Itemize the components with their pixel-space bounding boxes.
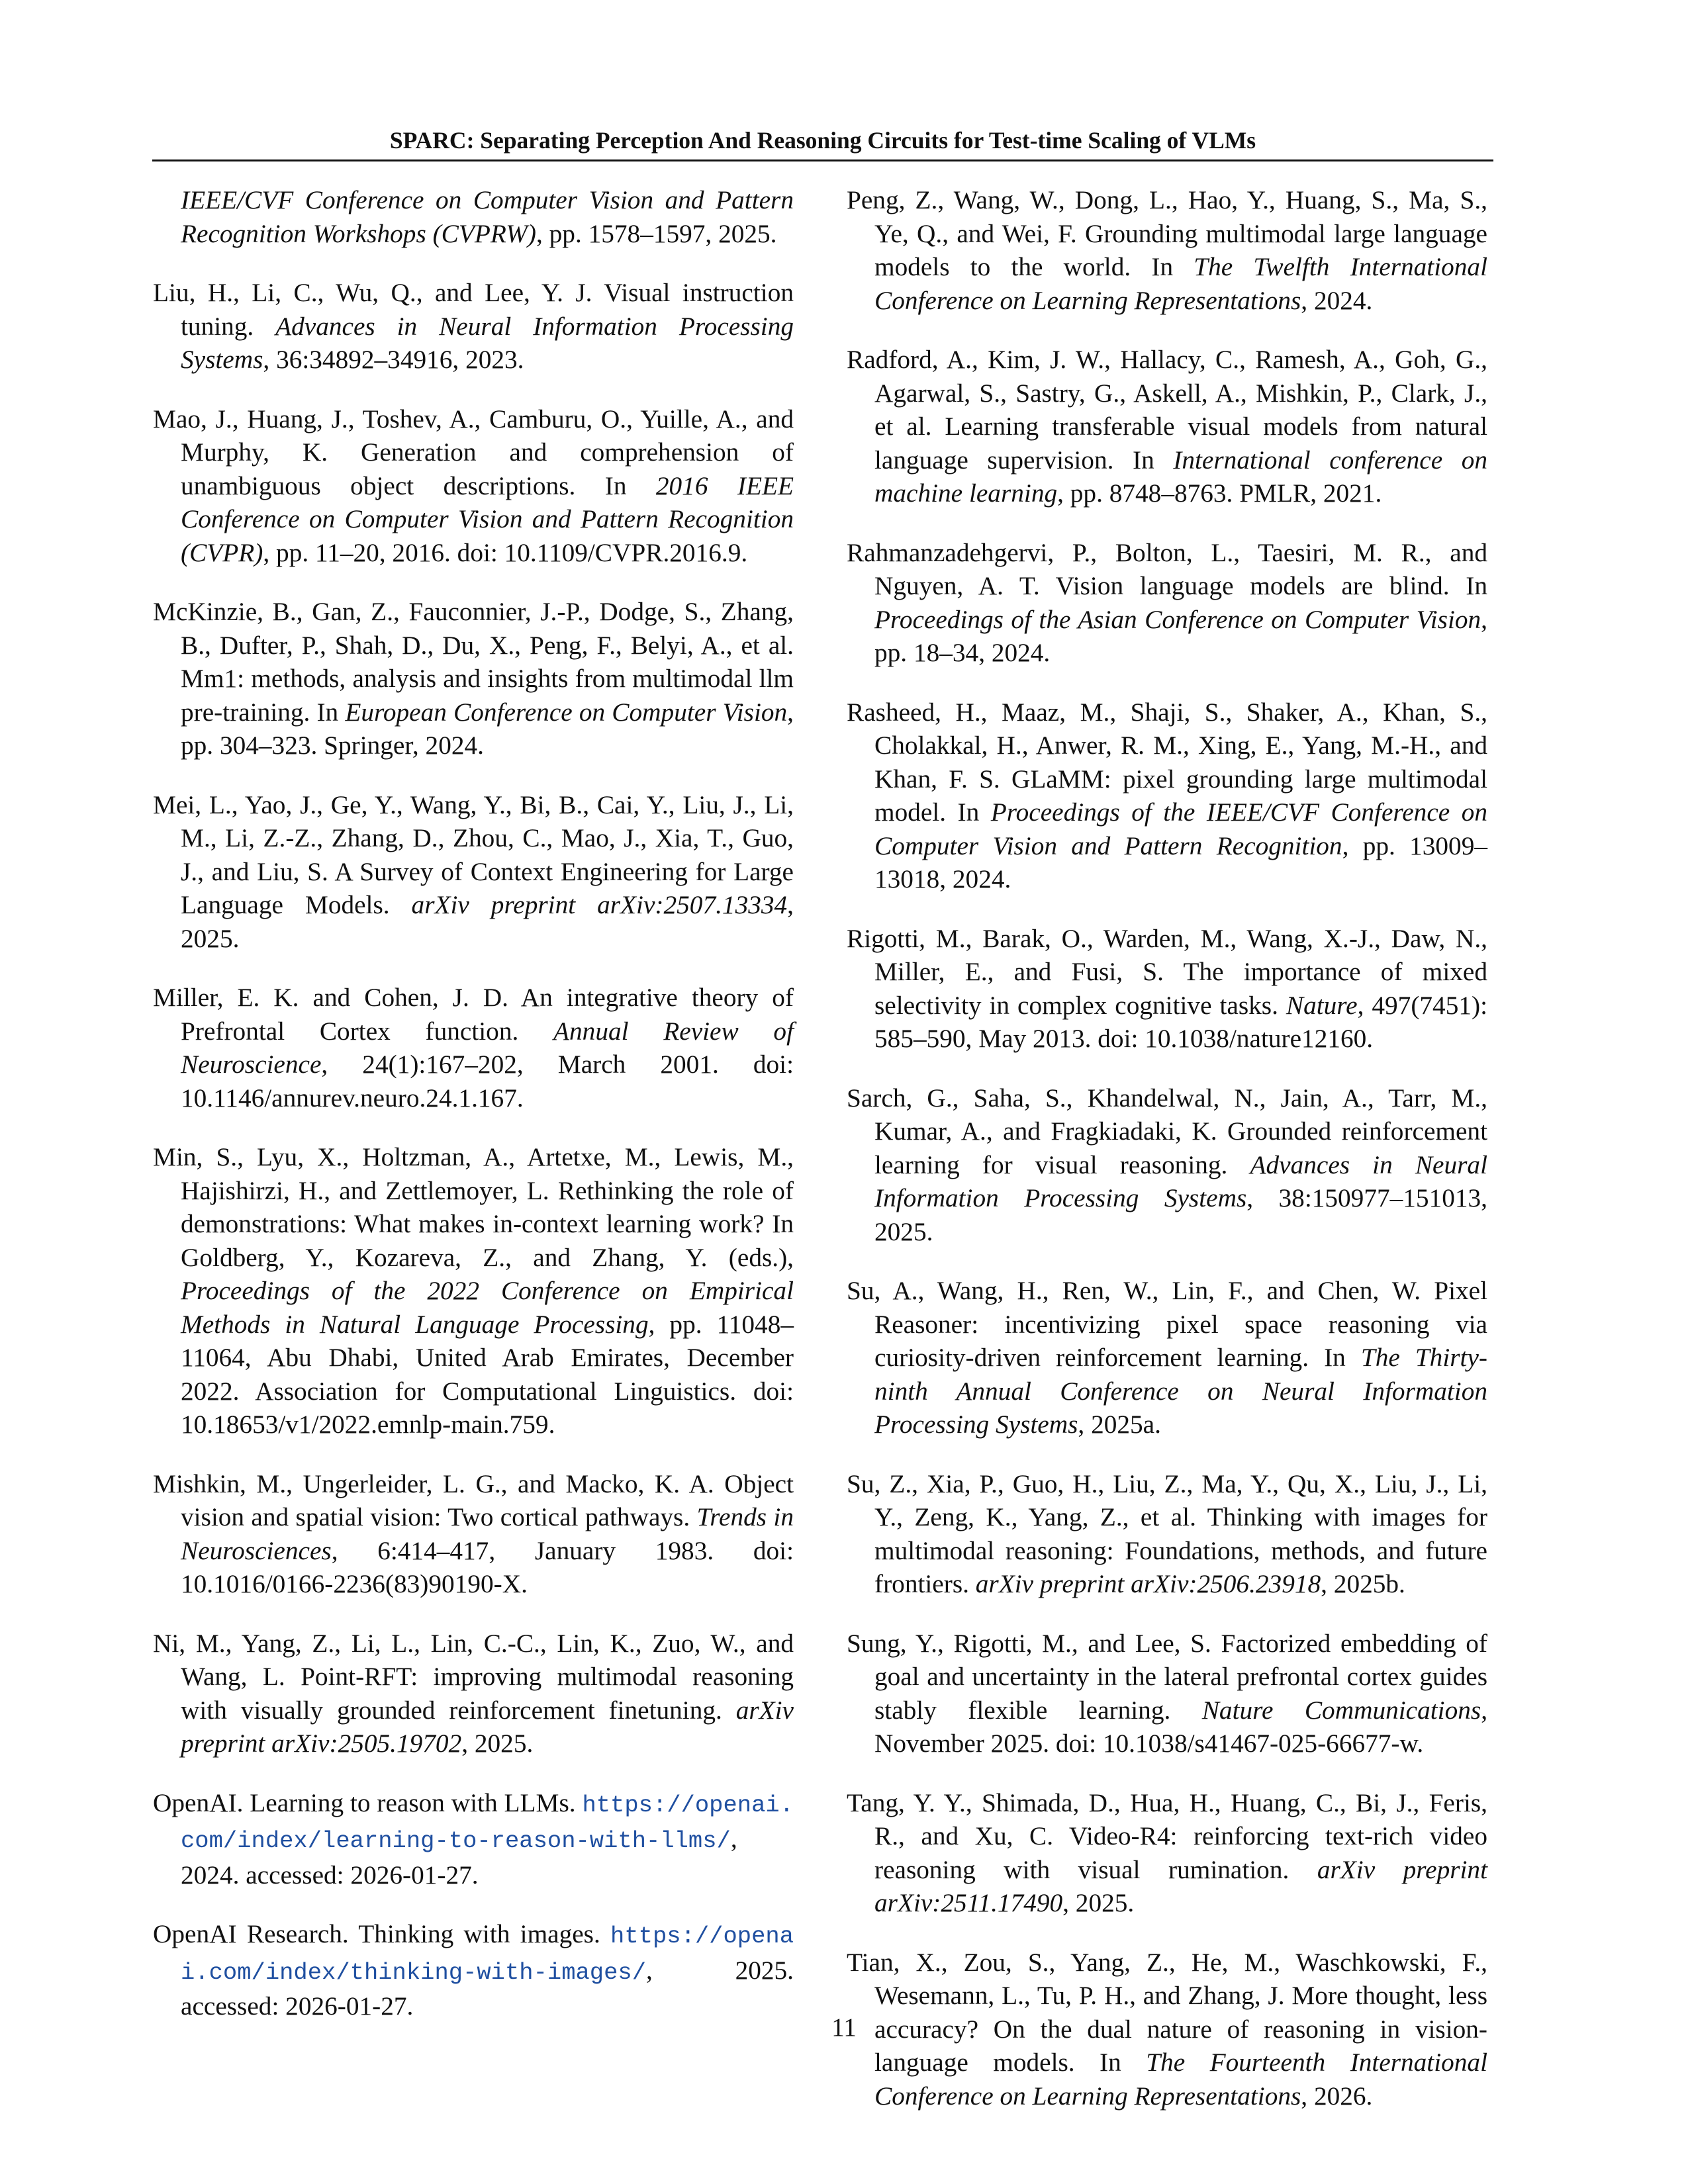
reference-text: , 24(1):167–202, March 2001. doi: 10.1146/annurev.neuro.24.1.167.: [181, 1050, 794, 1113]
reference-venue: IEEE/CVF Conference on Computer Vision and Pattern Recognition Workshops (CVPRW): [181, 185, 794, 248]
reference-text: , 2025b.: [1321, 1569, 1405, 1598]
reference-text: Sarch, G., Saha, S., Khandelwal, N., Jain, A., Tarr, M., Kumar, A., and Fragkiadaki, K. Grounded reinforcement learning for visual reasoning.: [847, 1083, 1487, 1179]
reference-entry: [847, 1081, 1487, 1249]
reference-text: OpenAI Research. Thinking with images.: [153, 1919, 611, 1948]
reference-venue: Proceedings of the Asian Conference on Computer Vision: [874, 604, 1481, 634]
reference-text: Liu, H., Li, C., Wu, Q., and Lee, Y. J. Visual instruction tuning.: [153, 278, 794, 341]
reference-entry: [847, 1786, 1487, 1920]
reference-text: Tian, X., Zou, S., Yang, Z., He, M., Waschkowski, F., Wesemann, L., Tu, P. H., and Zhang, J. More thought, less accuracy? On the dual nature of reasoning in vision-language models. In: [847, 1947, 1487, 2077]
reference-text: Miller, E. K. and Cohen, J. D. An integrative theory of Prefrontal Cortex function.: [153, 983, 794, 1046]
reference-entry: [847, 1627, 1487, 1760]
reference-entry: [847, 343, 1487, 510]
reference-entry: [847, 696, 1487, 896]
reference-text: , 6:414–417, January 1983. doi: 10.1016/0166-2236(83)90190-X.: [181, 1535, 794, 1598]
reference-text: Min, S., Lyu, X., Holtzman, A., Artetxe, M., Lewis, M., Hajishirzi, H., and Zettlemoyer, L. Rethinking the role of demonstrations: What makes in-context learning work? In Goldberg, Y., Kozareva, Z., and Zhang, Y. (eds.),: [153, 1142, 794, 1272]
reference-venue: Advances in Neural Information Processing Systems: [181, 311, 794, 374]
reference-entry: [847, 1274, 1487, 1441]
reference-entry: [847, 1467, 1487, 1601]
reference-text: , 36:34892–34916, 2023.: [263, 345, 524, 374]
reference-text: , pp. 18–34, 2024.: [874, 604, 1487, 667]
reference-venue: Annual Review of Neuroscience: [181, 1016, 794, 1079]
reference-entry: [153, 788, 794, 956]
reference-text: , pp. 11–20, 2016. doi: 10.1109/CVPR.2016.9.: [263, 537, 748, 567]
reference-text: , pp. 11048–11064, Abu Dhabi, United Arab Emirates, December 2022. Association for Computational Linguistics. doi: 10.18653/v1/2022.emnlp-main.759.: [181, 1309, 794, 1439]
reference-text: Mao, J., Huang, J., Toshev, A., Camburu, O., Yuille, A., and Murphy, K. Generation and comprehension of unambiguous object descriptions. In: [153, 404, 794, 500]
reference-entry: [153, 595, 794, 762]
page-number: 11: [831, 2013, 857, 2042]
reference-text: Mishkin, M., Ungerleider, L. G., and Macko, K. A. Object vision and spatial vision: Two cortical pathways.: [153, 1469, 794, 1531]
reference-entry: [153, 1140, 794, 1441]
reference-entry: [153, 1917, 794, 2023]
reference-text: Rahmanzadehgervi, P., Bolton, L., Taesiri, M. R., and Nguyen, A. T. Vision language models are blind. In: [847, 537, 1487, 600]
reference-venue: Trends in Neurosciences: [181, 1502, 794, 1565]
reference-text: Mei, L., Yao, J., Ge, Y., Wang, Y., Bi, B., Cai, Y., Liu, J., Li, M., Li, Z.-Z., Zhang, D., Zhou, C., Mao, J., Xia, T., Guo, J., and Liu, S. A Survey of Context Engineering for Large Language Models.: [153, 790, 794, 919]
reference-text: , 2026.: [1301, 2081, 1373, 2111]
reference-entry: [153, 276, 794, 377]
reference-venue: The Twelfth International Conference on Learning Representations: [874, 252, 1487, 315]
reference-text: Sung, Y., Rigotti, M., and Lee, S. Factorized embedding of goal and uncertainty in the lateral prefrontal cortex guides stably flexible learning.: [847, 1628, 1487, 1725]
reference-entry: [153, 402, 794, 570]
reference-text: Ni, M., Yang, Z., Li, L., Lin, C.-C., Lin, K., Zuo, W., and Wang, L. Point-RFT: improving multimodal reasoning with visually grounded reinforcement finetuning.: [153, 1628, 794, 1725]
reference-venue: Proceedings of the 2022 Conference on Empirical Methods in Natural Language Processing: [181, 1276, 794, 1339]
reference-text: , 2025a.: [1078, 1410, 1161, 1439]
reference-text: , 2025.: [1062, 1888, 1135, 1917]
reference-text: , 2025.: [181, 890, 794, 953]
reference-text: Radford, A., Kim, J. W., Hallacy, C., Ramesh, A., Goh, G., Agarwal, S., Sastry, G., Askell, A., Mishkin, P., Clark, J., et al. Learning transferable visual models from natural language supervision. In: [847, 345, 1487, 475]
reference-text: Rasheed, H., Maaz, M., Shaji, S., Shaker, A., Khan, S., Cholakkal, H., Anwer, R. M., Xing, E., Yang, M.-H., and Khan, F. S. GLaMM: pixel grounding large multimodal model. In: [847, 697, 1487, 827]
reference-text: , pp. 304–323. Springer, 2024.: [181, 697, 794, 760]
reference-venue: Advances in Neural Information Processing Systems: [874, 1150, 1487, 1212]
reference-venue: The Thirty-ninth Annual Conference on Neural Information Processing Systems: [874, 1343, 1487, 1439]
reference-text: , 38:150977–151013, 2025.: [874, 1183, 1487, 1246]
reference-text: Su, A., Wang, H., Ren, W., Lin, F., and Chen, W. Pixel Reasoner: incentivizing pixel space reasoning via curiosity-driven reinforcement learning. In: [847, 1276, 1487, 1372]
reference-venue: Nature: [1286, 990, 1358, 1020]
reference-text: , 497(7451): 585–590, May 2013. doi: 10.1038/nature12160.: [874, 990, 1487, 1053]
reference-text: , 2024. accessed: 2026-01-27.: [181, 1824, 737, 1889]
reference-text: McKinzie, B., Gan, Z., Fauconnier, J.-P., Dodge, S., Zhang, B., Dufter, P., Shah, D., Du, X., Peng, F., Belyi, A., et al. Mm1: methods, analysis and insights from multimodal llm pre-training. In: [153, 597, 794, 727]
reference-entry: [153, 1786, 794, 1892]
reference-venue: Nature Communications: [1201, 1695, 1481, 1725]
reference-text: , pp. 13009–13018, 2024.: [874, 831, 1487, 893]
reference-url-link[interactable]: https://openai.com/index/learning-to-reason-with-llms/: [181, 1791, 794, 1854]
reference-entry: [847, 183, 1487, 317]
reference-text: , pp. 1578–1597, 2025.: [536, 218, 777, 248]
reference-text: , 2025. accessed: 2026-01-27.: [181, 1955, 794, 2021]
reference-entry: [847, 536, 1487, 670]
reference-text: , 2024.: [1301, 285, 1373, 315]
reference-entry: [153, 1627, 794, 1760]
reference-text: Tang, Y. Y., Shimada, D., Hua, H., Huang, C., Bi, J., Feris, R., and Xu, C. Video-R4: reinforcing text-rich video reasoning with visual rumination.: [847, 1788, 1487, 1884]
reference-entry: [847, 922, 1487, 1056]
right-reference-column: [847, 183, 1487, 2138]
reference-venue: arXiv preprint arXiv:2507.13334: [411, 890, 788, 919]
reference-venue: European Conference on Computer Vision: [345, 697, 788, 727]
reference-text: Rigotti, M., Barak, O., Warden, M., Wang, X.-J., Daw, N., Miller, E., and Fusi, S. The importance of mixed selectivity in complex cognitive tasks.: [847, 923, 1487, 1020]
reference-venue: 2016 IEEE Conference on Computer Vision and Pattern Recognition (CVPR): [181, 471, 794, 567]
reference-text: OpenAI. Learning to reason with LLMs.: [153, 1788, 583, 1817]
reference-venue: The Fourteenth International Conference on Learning Representations: [874, 2048, 1487, 2111]
reference-venue: arXiv preprint arXiv:2505.19702: [181, 1695, 794, 1758]
reference-venue: arXiv preprint arXiv:2511.17490: [874, 1854, 1487, 1917]
running-head-title: SPARC: Separating Perception And Reasoning Circuits for Test-time Scaling of VLMs: [389, 127, 1256, 154]
reference-text: Su, Z., Xia, P., Guo, H., Liu, Z., Ma, Y., Qu, X., Liu, J., Li, Y., Zeng, K., Yang, Z., et al. Thinking with images for multimodal reasoning: Foundations, methods, and future frontiers.: [847, 1469, 1487, 1598]
reference-text: , pp. 8748–8763. PMLR, 2021.: [1057, 478, 1382, 508]
reference-venue: Proceedings of the IEEE/CVF Conference on Computer Vision and Pattern Recognition: [874, 797, 1488, 860]
reference-venue: International conference on machine learning: [874, 445, 1487, 508]
header-rule: [152, 159, 1493, 161]
left-reference-column: [153, 183, 794, 2049]
reference-text: Peng, Z., Wang, W., Dong, L., Hao, Y., Huang, S., Ma, S., Ye, Q., and Wei, F. Grounding multimodal large language models to the world. In: [847, 185, 1487, 281]
reference-entry: [153, 1467, 794, 1601]
reference-entry: [153, 981, 794, 1115]
reference-text: , November 2025. doi: 10.1038/s41467-025-66677-w.: [874, 1695, 1488, 1758]
reference-url-link[interactable]: https://openai.com/index/thinking-with-images/: [181, 1923, 794, 1986]
reference-text: , 2025.: [461, 1729, 534, 1758]
reference-entry-continued: [153, 183, 794, 250]
reference-venue: arXiv preprint arXiv:2506.23918: [975, 1569, 1321, 1598]
